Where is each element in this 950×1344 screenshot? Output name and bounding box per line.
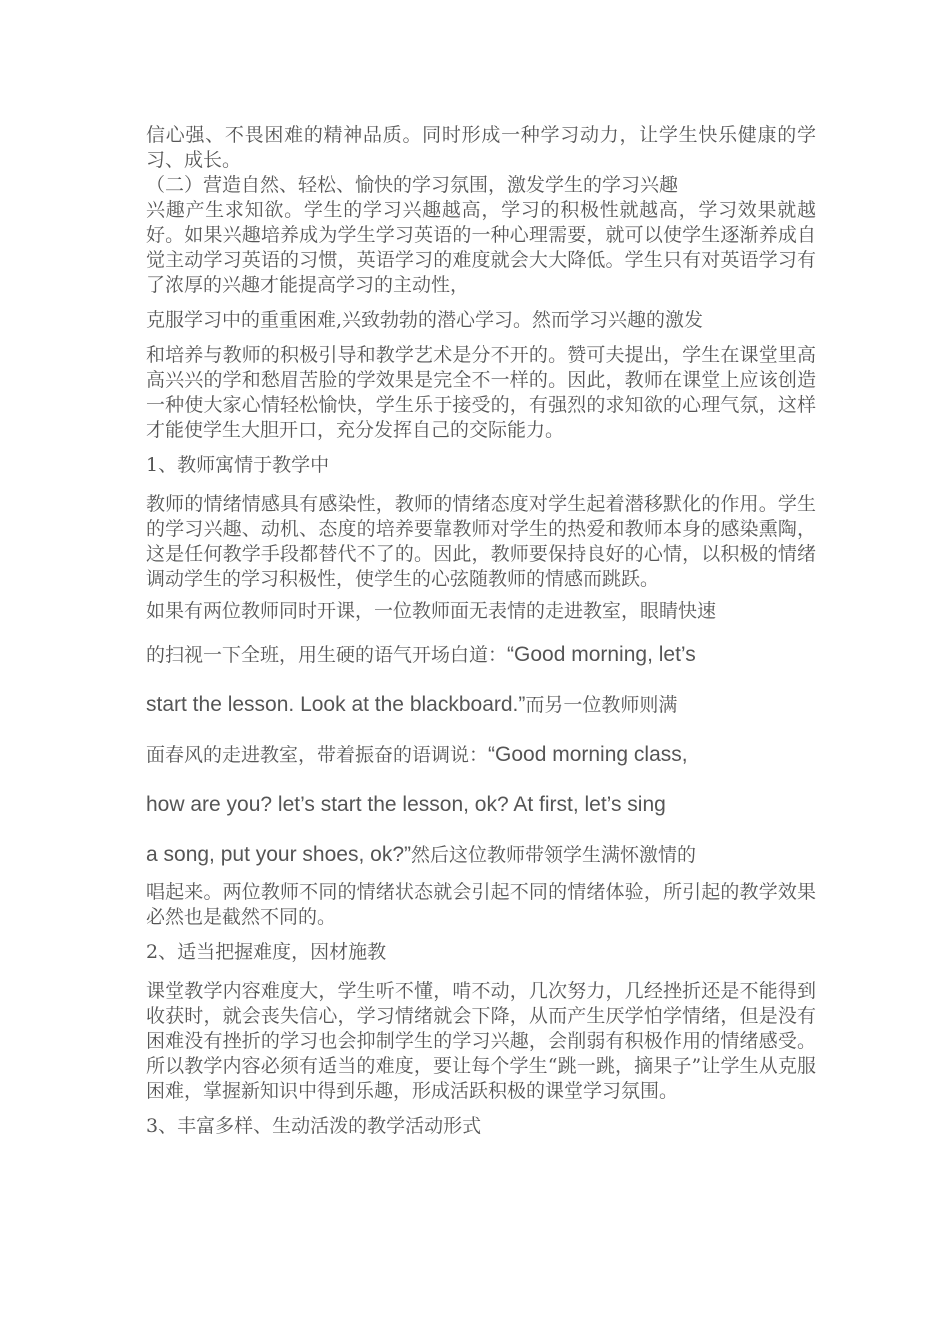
subheading: 1、教师寓情于教学中: [146, 454, 330, 476]
paragraph: 信心强、不畏困难的精神品质。同时形成一种学习动力，让学生快乐健康的学习、成长。: [146, 124, 816, 171]
paragraph: 兴趣产生求知欲。学生的学习兴趣越高，学习的积极性就越高，学习效果就越好。如果兴趣培养成为学生学习英语的一种心理需要，就可以使学生逐渐养成自觉主动学习英语的习惯，英语学习的难度就会大大降低。学生只有对英语学习有了浓厚的兴趣才能提高学习的主动性，: [146, 199, 816, 296]
text-line: how are you? let’s start the lesson, ok? At first, let’s sing: [146, 793, 666, 816]
subheading: 2、适当把握难度，因材施教: [146, 941, 387, 963]
text-line: start the lesson. Look at the blackboard.”而另一位教师则满: [146, 693, 678, 716]
paragraph: 和培养与教师的积极引导和教学艺术是分不开的。赞可夫提出，学生在课堂里高高兴兴的学和愁眉苦脸的学效果是完全不一样的。因此，教师在课堂上应该创造一种使大家心情轻松愉快，学生乐于接受的，有强烈的求知欲的心理气氛，这样才能使学生大胆开口，充分发挥自己的交际能力。: [146, 344, 816, 441]
paragraph: 唱起来。两位教师不同的情绪状态就会引起不同的情绪体验，所引起的教学效果必然也是截然不同的。: [146, 881, 816, 928]
document-page: [146, 123, 816, 1153]
text-line: 面春风的走进教室，带着振奋的语调说：“Good morning class,: [146, 743, 688, 766]
subheading: 3、丰富多样、生动活泼的教学活动形式: [146, 1115, 482, 1137]
mixed-language-paragraph: [146, 592, 816, 880]
paragraph: 克服学习中的重重困难,兴致勃勃的潜心学习。然而学习兴趣的激发: [146, 309, 704, 331]
text-line: a song, put your shoes, ok?”然后这位教师带领学生满怀激情的: [146, 843, 697, 866]
paragraph: 教师的情绪情感具有感染性，教师的情绪态度对学生起着潜移默化的作用。学生的学习兴趣、动机、态度的培养要靠教师对学生的热爱和教师本身的感染熏陶，这是任何教学手段都替代不了的。因此，教师要保持良好的心情，以积极的情绪调动学生的学习积极性，使学生的心弦随教师的情感而跳跃。: [146, 493, 816, 590]
paragraph: 课堂教学内容难度大，学生听不懂，啃不动，几次努力，几经挫折还是不能得到收获时，就会丧失信心，学习情绪就会下降，从而产生厌学怕学情绪，但是没有困难没有挫折的学习也会抑制学生的学习兴趣，会削弱有积极作用的情绪感受。所以教学内容必须有适当的难度，要让每个学生“跳一跳，摘果子”让学生从克服困难，掌握新知识中得到乐趣，形成活跃积极的课堂学习氛围。: [146, 980, 816, 1102]
section-heading: （二）营造自然、轻松、愉快的学习氛围，激发学生的学习兴趣: [146, 174, 679, 196]
text-line: 如果有两位教师同时开课，一位教师面无表情的走进教室，眼睛快速: [146, 600, 717, 622]
text-line: 的扫视一下全班，用生硬的语气开场白道：“Good morning, let’s: [146, 643, 696, 666]
